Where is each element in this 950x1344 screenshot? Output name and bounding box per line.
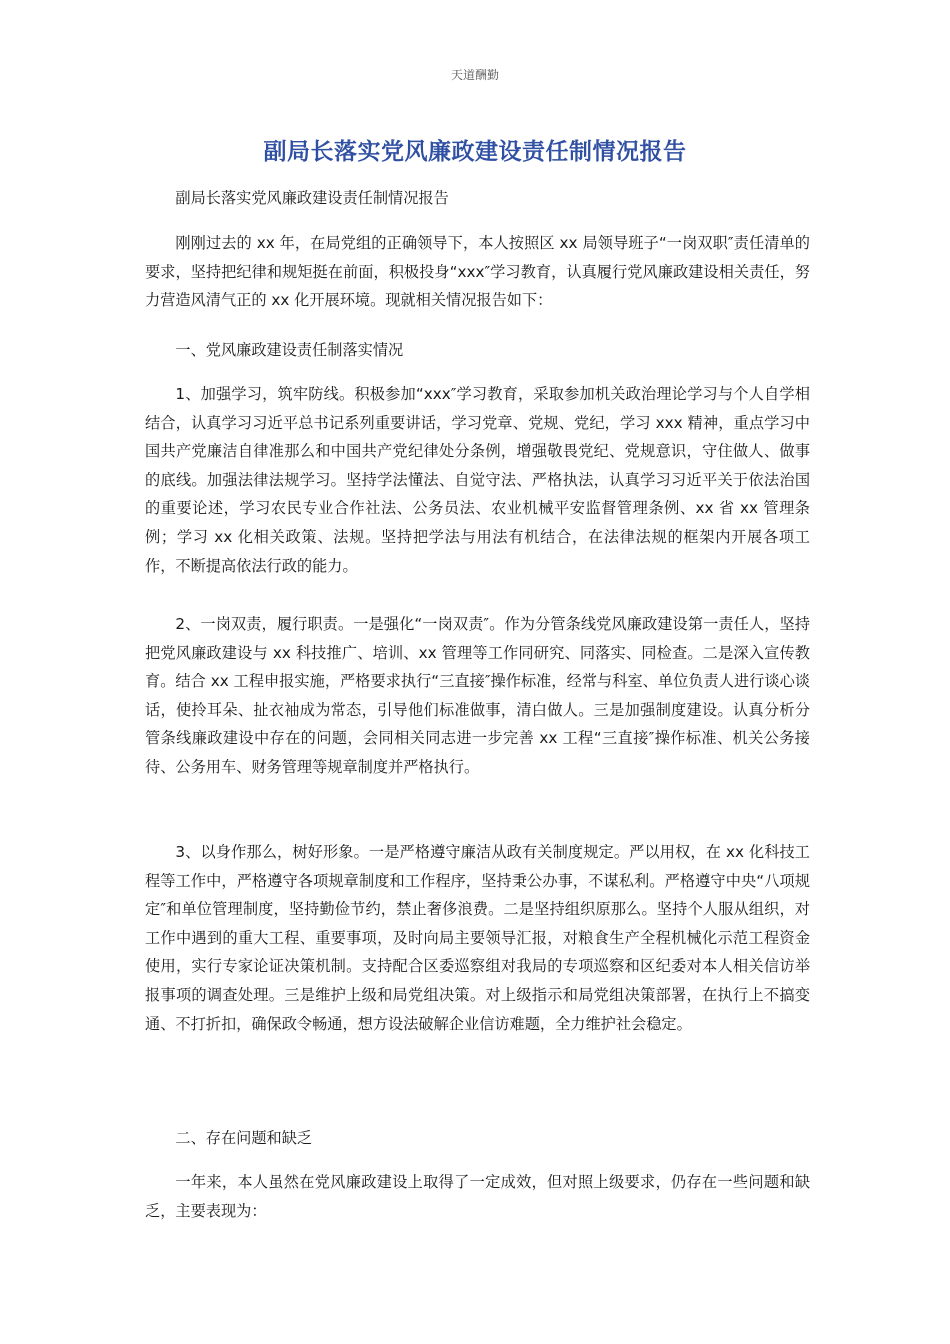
section-heading-implementation: 一、党风廉政建设责任制落实情况 (175, 341, 404, 359)
paragraph-problems-intro: 一年来，本人虽然在党风廉政建设上取得了一定成效，但对照上级要求，仍存在一些问题和缺乏，主要表现为： (145, 1173, 810, 1220)
document-title: 副局长落实党风廉政建设责任制情况报告 (263, 139, 687, 165)
paragraph-study: 1、加强学习，筑牢防线。积极参加“xxx″学习教育，采取参加机关政治理论学习与个人自学相结合，认真学习习近平总书记系列重要讲话，学习党章、党规、党纪，学习 xxx 精神，重点学习中国共产党廉洁自律准那么和中国共产党纪律处分条例，增强敬畏党纪、党规意识，守住做人、做事的底线。加强法律法规学习。坚持学法懂法、自觉守法、严格执法，认真学习习近平关于依法治国的重要论述，学习农民专业合作社法、公务员法、农业机械平安监督管理条例、xx 省 xx 管理条例；学习 xx 化相关政策、法规。坚持把学法与用法有机结合，在法律法规的框架内开展各项工作，不断提高依法行政的能力。 (145, 385, 810, 575)
header-watermark-text: 天道酬勤 (450, 68, 499, 82)
intro-paragraph: 刚刚过去的 xx 年，在局党组的正确领导下，本人按照区 xx 局领导班子“一岗双职″责任清单的要求，坚持把纪律和规矩挺在前面，积极投身“xxx″学习教育，认真履行党风廉政建设相关责任，努力营造风清气正的 xx 化开展环境。现就相关情况报告如下： (145, 234, 810, 310)
section-heading-problems: 二、存在问题和缺乏 (175, 1129, 313, 1147)
paragraph-responsibility: 2、一岗双责，履行职责。一是强化“一岗双责″。作为分管条线党风廉政建设第一责任人，坚持把党风廉政建设与 xx 科技推广、培训、xx 管理等工作同研究、同落实、同检查。二是深入宣传教育。结合 xx 工程申报实施，严格要求执行“三直接″操作标准，经常与科室、单位负责人进行谈心谈话，使拎耳朵、扯衣袖成为常态，引导他们标准做事，清白做人。三是加强制度建设。认真分析分管条线廉政建设中存在的问题，会同相关同志进一步完善 xx 工程“三直接″操作标准、机关公务接待、公务用车、财务管理等规章制度并严格执行。 (145, 615, 810, 776)
document-subtitle: 副局长落实党风廉政建设责任制情况报告 (175, 189, 449, 207)
paragraph-example: 3、以身作那么，树好形象。一是严格遵守廉洁从政有关制度规定。严以用权，在 xx 化科技工程等工作中，严格遵守各项规章制度和工作程序，坚持秉公办事，不谋私利。严格遵守中央“八项规定″和单位管理制度，坚持勤俭节约，禁止奢侈浪费。二是坚持组织原那么。坚持个人服从组织，对工作中遇到的重大工程、重要事项，及时向局主要领导汇报，对粮食生产全程机械化示范工程资金使用，实行专家论证决策机制。支持配合区委巡察组对我局的专项巡察和区纪委对本人相关信访举报事项的调查处理。三是维护上级和局党组决策。对上级指示和局党组决策部署，在执行上不搞变通、不打折扣，确保政令畅通，想方设法破解企业信访难题，全力维护社会稳定。 (145, 843, 810, 1033)
